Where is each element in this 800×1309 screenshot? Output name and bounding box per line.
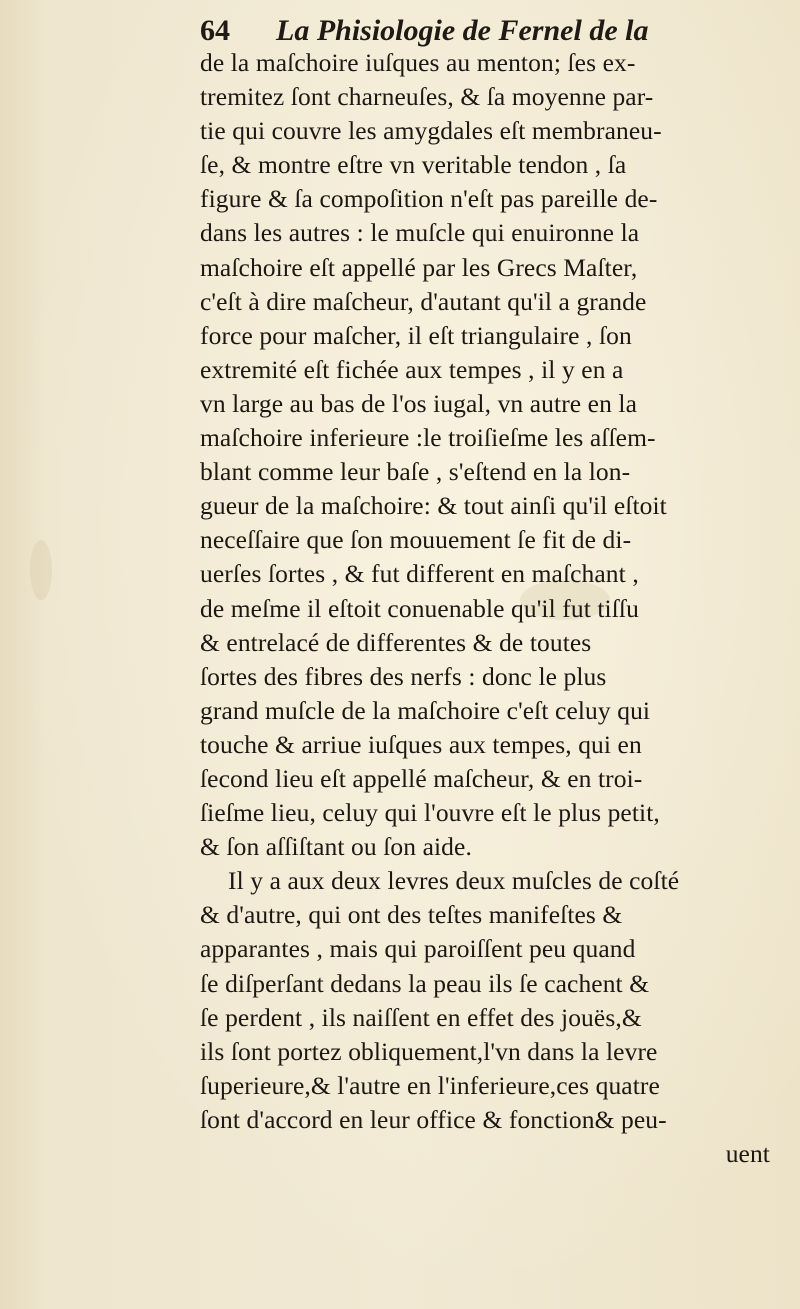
text-line: & d'autre, qui ont des teſtes manifeſtes & [200, 900, 623, 930]
text-line: touche & arriue iuſques aux tempes, qui en [200, 729, 642, 759]
running-title: La Phisiologie de Fernel de la [276, 14, 649, 47]
text-line: ſuperieure,& l'autre en l'inferieure,ces quatre [200, 1070, 660, 1100]
text-line: vn large au bas de l'os iugal, vn autre en la [200, 388, 638, 418]
text-line: ſe, & montre eſtre vn veritable tendon , ſa [200, 150, 627, 180]
text-line: blant comme leur baſe , s'eſtend en la lon- [200, 457, 631, 487]
text-line: ſortes des fibres des nerfs : donc le plus [200, 661, 607, 691]
text-line: c'eſt à dire maſcheur, d'autant qu'il a grande [200, 286, 647, 316]
text-line: ſont d'accord en leur office & fonction& peu- [200, 1104, 667, 1134]
text-line: de la maſchoire iuſques au menton; ſes ex- [200, 48, 636, 77]
text-line: & entrelacé de differentes & de toutes [200, 627, 592, 657]
paper-stain [30, 540, 52, 600]
text-line: tremitez ſont charneuſes, & ſa moyenne par- [200, 82, 654, 112]
text-line: de meſme il eſtoit conuenable qu'il fut tiſſu [200, 593, 639, 623]
text-line: maſchoire inferieure :le troiſieſme les aſſem- [200, 423, 656, 453]
catchword: uent [725, 1139, 770, 1168]
text-line: ils ſont portez obliquement,l'vn dans la levre [200, 1036, 658, 1066]
text-line: & ſon aſſiſtant ou ſon aide. [200, 832, 472, 862]
text-line: maſchoire eſt appellé par les Grecs Maſter, [200, 252, 638, 282]
text-line: apparantes , mais qui paroiſſent peu quand [200, 934, 636, 964]
paragraph-start-line: Il y a aux deux levres deux muſcles de coſté [228, 866, 680, 896]
text-line: uerſes ſortes , & fut different en maſchant , [200, 559, 639, 589]
text-line: ſe diſperſant dedans la peau ils ſe cachent & [200, 968, 650, 998]
text-line: force pour maſcher, il eſt triangulaire , ſon [200, 320, 632, 350]
text-line: ſecond lieu eſt appellé maſcheur, & en troi- [200, 763, 643, 793]
text-line: tie qui couvre les amygdales eſt membraneu- [200, 116, 662, 146]
text-line: ſe perdent , ils naiſſent en effet des jouës,& [200, 1002, 642, 1032]
text-line: ſieſme lieu, celuy qui l'ouvre eſt le plus petit, [200, 798, 660, 828]
body-text [200, 46, 770, 1171]
text-line: gueur de la maſchoire: & tout ainſi qu'il eſtoit [200, 491, 667, 521]
text-line: extremité eſt fichée aux tempes , il y en a [200, 354, 624, 384]
text-line: grand muſcle de la maſchoire c'eſt celuy qui [200, 695, 651, 725]
text-line: dans les autres : le muſcle qui enuironne la [200, 218, 640, 248]
page-number: 64 [200, 14, 230, 47]
text-line: neceſſaire que ſon mouuement ſe fit de di- [200, 525, 632, 555]
text-line: figure & ſa compoſition n'eſt pas pareille de- [200, 184, 658, 214]
